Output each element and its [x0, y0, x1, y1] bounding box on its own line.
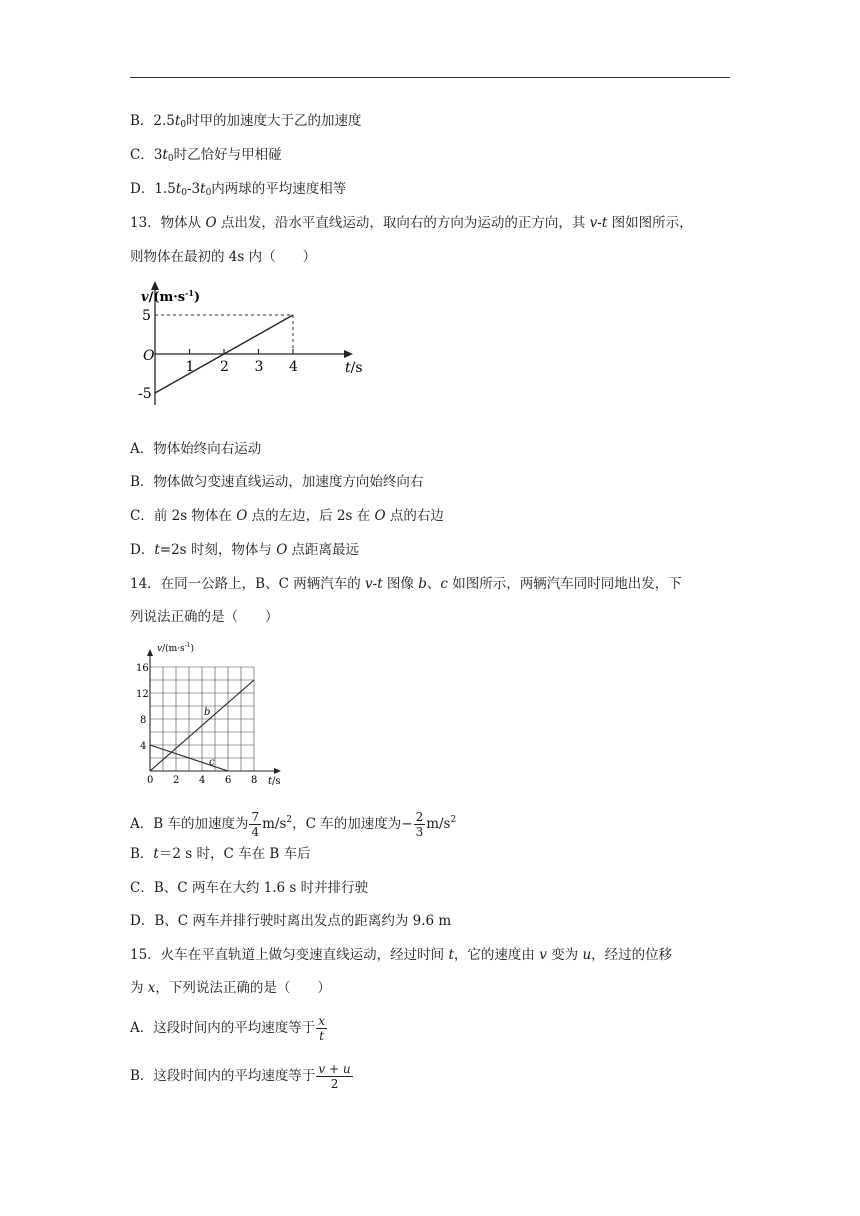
- stem-text: 图如图所示，: [607, 215, 693, 231]
- stem-text: 点出发，沿水平直线运动，取向右的方向为运动的正方向，其: [216, 215, 590, 231]
- q13-option-d[interactable]: [130, 540, 359, 560]
- subscript: 0: [205, 188, 212, 198]
- q15-stem-line2: [130, 978, 331, 998]
- q14-option-a[interactable]: [130, 800, 456, 840]
- var-v: v: [539, 947, 547, 963]
- superscript: 2: [450, 815, 457, 825]
- denominator: t: [319, 1029, 325, 1043]
- var-u: u: [582, 947, 592, 963]
- y-axis-label: $v/(m\cdot s^{-1})$: [157, 642, 195, 654]
- subscript: 0: [180, 120, 187, 130]
- option-text: -3: [186, 181, 201, 197]
- q13-stem-line2: 则物体在最初的 4s 内（ ）: [130, 249, 317, 265]
- var-t: t: [448, 947, 454, 963]
- option-text: B．这段时间内的平均速度等于: [130, 1068, 316, 1084]
- origin-label: O: [143, 348, 155, 364]
- unit-text: m/s: [262, 816, 287, 832]
- stem-text: 15．火车在平直轨道上做匀变速直线运动，经过时间: [130, 947, 449, 963]
- y-axis-label: $v/(m\cdot s^{-1})$: [141, 288, 201, 305]
- y-tick-label: 8: [140, 715, 147, 726]
- q13-option-b[interactable]: B．物体做匀变速直线运动，加速度方向始终向右: [130, 474, 424, 490]
- x-tick-label: 0: [147, 775, 154, 786]
- var-t: t: [200, 181, 206, 197]
- option-text: C．3: [130, 147, 163, 163]
- q14-axes: [147, 649, 281, 774]
- var-t: t: [175, 181, 182, 197]
- fraction-2-3: [414, 810, 426, 839]
- x-axis-arrow: [344, 350, 353, 358]
- superscript: 2: [286, 815, 293, 825]
- option-text: ＝2 s 时，C 车在 B 车后: [158, 846, 311, 862]
- x-tick-label: 2: [220, 359, 229, 375]
- option-text: 点的右边: [385, 508, 444, 524]
- option-text: B．: [130, 846, 154, 862]
- x-axis-label: t/s: [345, 360, 363, 376]
- var-o: O: [374, 508, 386, 524]
- numerator: 7: [251, 810, 260, 824]
- q14-option-b[interactable]: [130, 844, 311, 864]
- x-axis-arrow: [274, 768, 281, 774]
- option-text: D．1.5: [130, 181, 176, 197]
- q13-option-a[interactable]: A．物体始终向右运动: [130, 441, 262, 457]
- option-text: 时甲的加速度大于乙的加速度: [186, 113, 362, 129]
- var-o: O: [205, 215, 217, 231]
- q14-grid: [150, 667, 254, 771]
- q15-option-b[interactable]: [130, 1056, 354, 1096]
- x-tick-label: 3: [254, 359, 264, 375]
- q14-stem-line1: [130, 574, 682, 594]
- option-text: 内两球的平均速度相等: [211, 181, 347, 197]
- y-tick-label: 16: [136, 663, 149, 674]
- option-text: 点距离最远: [287, 542, 360, 558]
- stem-text: 、: [426, 576, 441, 592]
- var-vt: v-t: [365, 576, 383, 592]
- q12-option-d[interactable]: [130, 179, 346, 203]
- stem-text: ，下列说法正确的是（ ）: [155, 980, 331, 996]
- header-rule: [130, 77, 730, 78]
- var-t: t: [153, 846, 159, 862]
- q12-option-c[interactable]: [130, 145, 282, 169]
- series-label-c: c: [209, 757, 215, 768]
- x-tick-label: 4: [289, 359, 298, 375]
- denominator: 4: [251, 825, 260, 839]
- option-text: 时乙恰好与甲相碰: [173, 147, 282, 163]
- subscript: 0: [181, 188, 187, 198]
- option-text: A．这段时间内的平均速度等于: [130, 1020, 316, 1036]
- q13-vt-graph: [135, 275, 375, 425]
- var-x: x: [147, 980, 156, 996]
- var-o: O: [236, 508, 248, 524]
- stem-text: ，经过的位移: [591, 947, 673, 963]
- y-axis-arrow: [151, 281, 159, 290]
- fraction-v-plus-u-over-2: [316, 1062, 352, 1091]
- stem-text: 如图所示，两辆汽车同时同地出发，下: [447, 576, 682, 592]
- numerator: x: [318, 1014, 326, 1028]
- stem-text: 为: [130, 980, 148, 996]
- q15-option-a[interactable]: [130, 1008, 328, 1048]
- var-t: t: [162, 147, 168, 163]
- x-tick-label: 6: [225, 775, 232, 786]
- option-text: D．: [130, 542, 155, 558]
- y-tick-label: 5: [142, 308, 151, 324]
- denominator: 3: [415, 825, 424, 839]
- option-text: B．2.5: [130, 113, 175, 129]
- denominator: 2: [330, 1077, 339, 1091]
- q12-option-b[interactable]: [130, 111, 362, 135]
- y-tick-label: -5: [138, 386, 152, 402]
- var-b: b: [418, 576, 427, 592]
- stem-text: ，它的速度由: [453, 947, 540, 963]
- option-text: =2s 时刻，物体与: [159, 542, 277, 558]
- q14-stem-line2: 列说法正确的是（ ）: [130, 609, 279, 625]
- var-o: O: [276, 542, 288, 558]
- stem-text: 变为: [546, 947, 583, 963]
- x-tick-label: 1: [185, 359, 195, 375]
- numerator: v + u: [318, 1062, 351, 1076]
- y-axis-arrow: [147, 649, 153, 656]
- var-c: c: [440, 576, 448, 592]
- x-axis-label: t/s: [268, 776, 281, 787]
- q14-vt-graph: [135, 640, 295, 788]
- option-text: C．前 2s 物体在: [130, 508, 237, 524]
- numerator: 2: [415, 810, 424, 824]
- stem-text: 14．在同一公路上，B、C 两辆汽车的: [130, 576, 366, 592]
- x-tick-label: 4: [199, 775, 206, 786]
- unit-text: m/s: [426, 816, 451, 832]
- x-tick-label: 8: [251, 775, 258, 786]
- option-text: A．B 车的加速度为: [130, 816, 249, 832]
- q15-stem-line1: [130, 945, 672, 965]
- stem-text: 图像: [382, 576, 419, 592]
- var-t: t: [174, 113, 181, 129]
- q13-option-c[interactable]: [130, 506, 444, 526]
- var-t: t: [154, 542, 160, 558]
- option-text: 点的左边，后 2s 在: [247, 508, 375, 524]
- x-tick-label: 2: [173, 775, 180, 786]
- y-tick-label: 4: [140, 741, 147, 752]
- subscript: 0: [167, 154, 174, 164]
- y-tick-label: 12: [136, 689, 149, 700]
- stem-text: 13．物体从: [130, 215, 206, 231]
- q13-ticks: [138, 308, 298, 402]
- fraction-7-4: [249, 810, 261, 839]
- series-label-b: b: [204, 707, 211, 718]
- fraction-x-t: [316, 1014, 327, 1043]
- q14-option-d[interactable]: D．B、C 两车并排行驶时离出发点的距离约为 9.6 m: [130, 913, 452, 929]
- option-text: ，C 车的加速度为−: [292, 816, 413, 832]
- q13-stem-line1: [130, 213, 693, 233]
- q14-option-c[interactable]: C．B、C 两车在大约 1.6 s 时并排行驶: [130, 880, 369, 896]
- var-vt: v-t: [589, 215, 608, 231]
